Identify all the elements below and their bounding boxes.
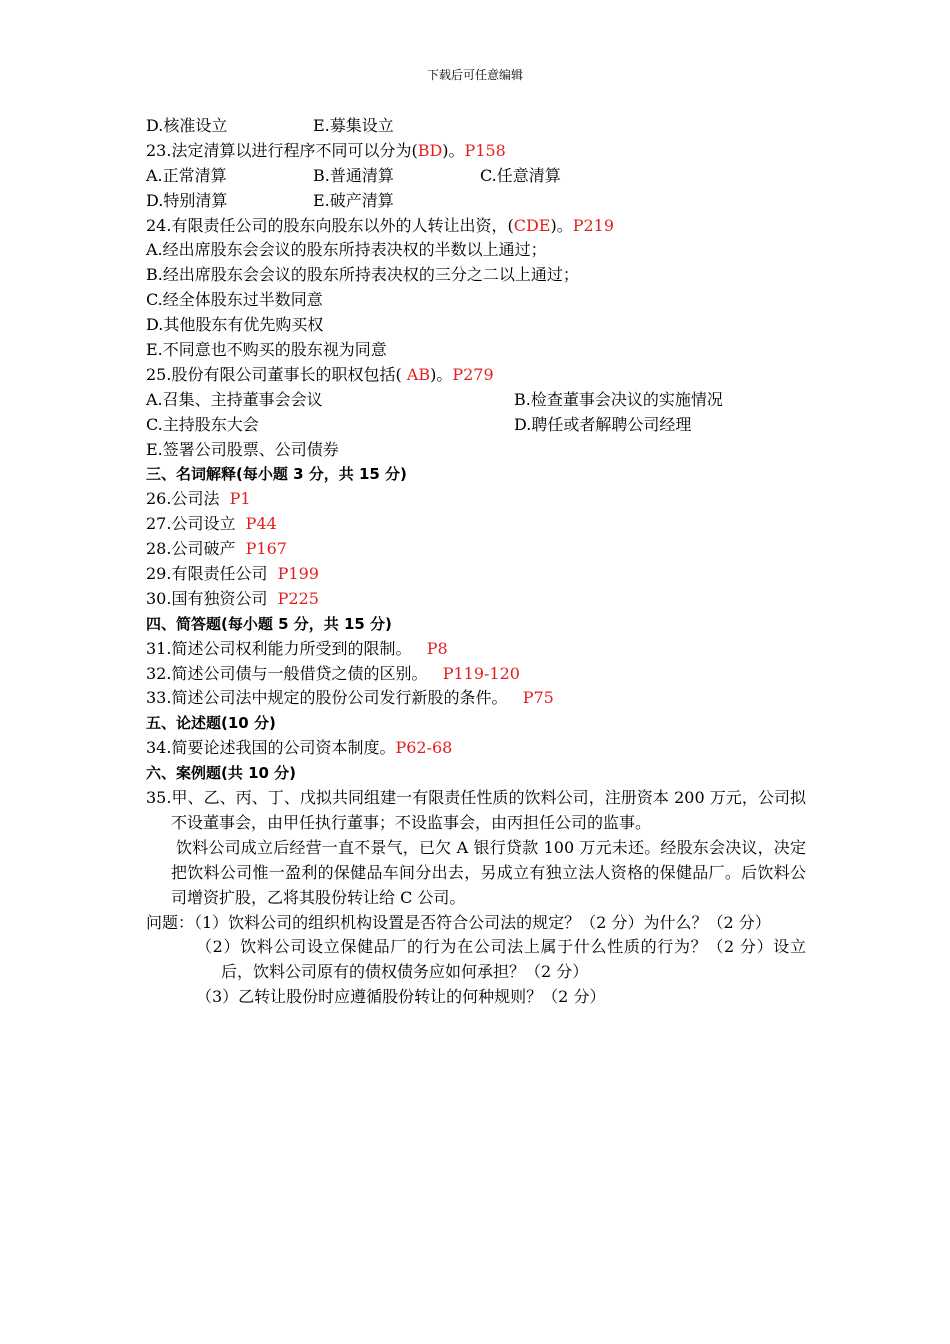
q25-stem: 25.股份有限公司董事长的职权包括( AB)。P279 (146, 364, 494, 384)
q33: 33.简述公司法中规定的股份公司发行新股的条件。 P75 (146, 688, 554, 708)
q26: 26.公司法 P1 (146, 489, 251, 509)
document-body (146, 114, 806, 1010)
q28: 28.公司破产 P167 (146, 539, 287, 559)
q23-stem: 23.法定清算以进行程序不同可以分为(BD)。P158 (146, 140, 506, 160)
q23-answer: BD (417, 140, 443, 160)
q24-page-ref: P219 (572, 215, 615, 235)
section-4-heading: 四、简答题(每小题 5 分，共 15 分) (146, 614, 392, 633)
q27: 27.公司设立 P44 (146, 514, 277, 534)
page-header: 下载后可任意编辑 (426, 68, 523, 82)
section-3-heading: 三、名词解释(每小题 3 分，共 15 分) (146, 465, 407, 484)
q29: 29.有限责任公司 P199 (146, 564, 319, 584)
q23-options-row1: A.正常清算 B.普通清算 C.任意清算 (146, 165, 561, 185)
q24-option-b: B.经出席股东会会议的股东所持表决权的三分之二以上通过； (146, 265, 579, 285)
q24-option-c: C.经全体股东过半数同意 (146, 290, 323, 310)
q24-stem: 24.有限责任公司的股东向股东以外的人转让出资，(CDE)。P219 (146, 215, 615, 235)
section-5-heading: 五、论述题(10 分) (146, 714, 276, 733)
q22-option-d: D.核准设立 (146, 116, 228, 135)
q25-options-row2: C.主持股东大会 D.聘任或者解聘公司经理 (146, 414, 692, 434)
q24-option-d: D.其他股东有优先购买权 (146, 315, 324, 335)
q22-options (146, 114, 806, 139)
q22-option-e: E.募集设立 (313, 116, 394, 135)
q25-option-e: E.签署公司股票、公司债券 (146, 439, 339, 459)
section-6-heading: 六、案例题(共 10 分) (146, 764, 297, 783)
q23-options-row2: D.特别清算 E.破产清算 (146, 190, 394, 210)
q24-option-e: E.不同意也不购买的股东视为同意 (146, 340, 387, 360)
q25-answer: AB (401, 364, 431, 384)
q31: 31.简述公司权利能力所受到的限制。 P8 (146, 638, 448, 658)
q35-paragraph-1: 35.甲、乙、丙、丁、戊拟共同组建一有限责任性质的饮料公司，注册资本 200 万元，公司拟不设董事会，由甲任执行董事；不设监事会，由丙担任公司的监事。 (146, 788, 806, 832)
q23-page-ref: P158 (464, 140, 506, 160)
q35-question-2: （2）饮料公司设立保健品厂的行为在公司法上属于什么性质的行为？（2 分）设立后，饮料公司原有的债权债务应如何承担？（2 分） (196, 937, 806, 982)
q30: 30.国有独资公司 P225 (146, 588, 319, 608)
q24-answer: CDE (513, 215, 551, 235)
q34: 34.简要论述我国的公司资本制度。P62-68 (146, 738, 453, 758)
q35-question-3: （3）乙转让股份时应遵循股份转让的何种规则？（2 分） (196, 987, 606, 1007)
q35-question-1: 问题：（1）饮料公司的组织机构设置是否符合公司法的规定？（2 分）为什么？（2 分） (146, 912, 771, 932)
q25-page-ref: P279 (452, 364, 494, 384)
q24-option-a: A.经出席股东会会议的股东所持表决权的半数以上通过； (146, 240, 547, 260)
q35-paragraph-2: 饮料公司成立后经营一直不景气，已欠 A 银行贷款 100 万元未还。经股东会决议，决定把饮料公司惟一盈利的保健品车间分出去，另成立有独立法人资格的保健品厂。后饮料公司增资扩股，乙将其股份转让给 C 公司。 (171, 837, 806, 907)
q32: 32.简述公司债与一般借贷之债的区别。 P119-120 (146, 663, 520, 683)
q25-options-row1: A.召集、主持董事会会议 B.检查董事会决议的实施情况 (146, 389, 723, 409)
